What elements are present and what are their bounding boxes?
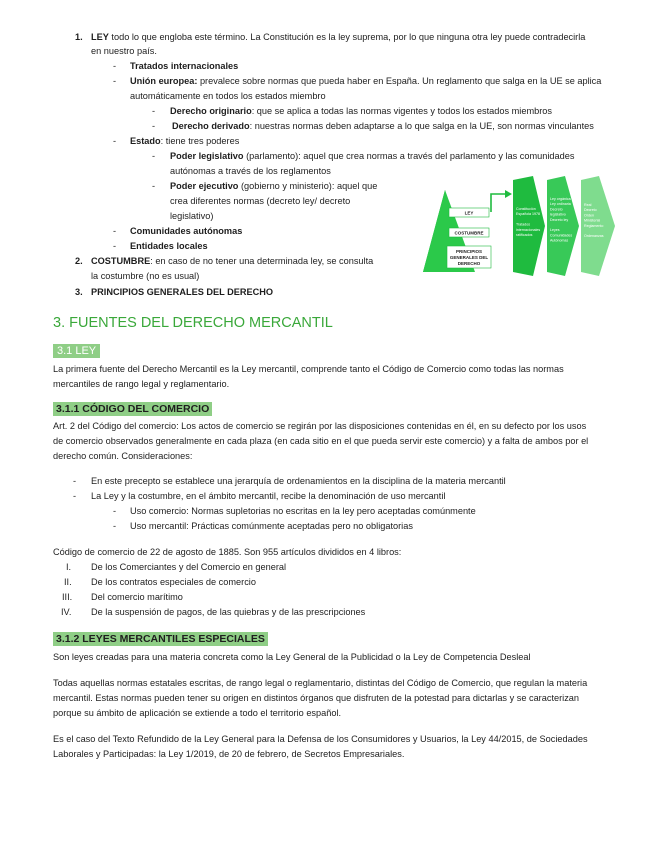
poder-legislativo-cont: autónomas a través de los reglamentos [170, 166, 331, 176]
dash: - [73, 476, 77, 486]
p1-line: internacionales [516, 227, 541, 232]
p311-line1: Art. 2 del Código del comercio: Los actos de comercio se regirán por las disposiciones contenidas en él, en su defecto por los usos [53, 421, 587, 431]
libro-3: Del comercio marítimo [91, 592, 183, 602]
bullet-2a: Uso comercio: Normas supletorias no escritas en la ley pero aceptadas comúnmente [130, 506, 476, 516]
roman-3: III. [62, 592, 73, 602]
entidades-item: Entidades locales [130, 241, 208, 251]
list-item-principios: PRINCIPIOS GENERALES DEL DERECHO [91, 287, 274, 297]
tratados-item: Tratados internacionales [130, 61, 239, 71]
libro-4: De la suspensión de pagos, de las quiebras y de las prescripciones [91, 607, 366, 617]
dash: - [113, 136, 117, 146]
hierarchy-diagram-svg [415, 176, 633, 282]
p2-line: Decreto ley [550, 217, 569, 222]
p2-line: Leyes [550, 228, 560, 233]
p2-line: Comunidades [550, 233, 573, 238]
p312-2-line1: Todas aquellas normas estatales escritas, de rango legal o reglamentario, distintas del Código de Comercio, que regulan la materia [53, 678, 588, 688]
list-item-costumbre-cont: la costumbre (no es usual) [91, 271, 200, 281]
dash: - [152, 151, 156, 161]
list-number-2: 2. [75, 256, 83, 266]
pyramid-principios-label-2: GENERALES DEL [449, 255, 489, 260]
heading-3-1: 3.1 LEY [53, 344, 100, 359]
p31-line2: mercantiles de rango legal y reglamentario. [53, 379, 230, 389]
p3-line: Orden [584, 213, 594, 218]
p1-line: ratificados [516, 233, 533, 237]
roman-1: I. [66, 562, 72, 572]
pyramid-costumbre-label: COSTUMBRE [454, 230, 484, 236]
p3-line: Decreto [584, 208, 597, 213]
libro-2: De los contratos especiales de comercio [91, 577, 256, 587]
p2-line: Autónomas [550, 238, 569, 243]
dash: - [113, 241, 117, 251]
p312-3-line1: Es el caso del Texto Refundido de la Ley General para la Defensa de los Consumidores y Usuarios, la Ley 44/2015, de Sociedades [53, 734, 588, 744]
p2-line: legislativo [550, 212, 566, 217]
list-item-ley-cont: en nuestro país. [91, 46, 157, 56]
p3-line: Ministerial [584, 218, 601, 223]
p31-line1: La primera fuente del Derecho Mercantil es la Ley mercantil, comprende tanto el Código de Comercio como todas las normas [53, 364, 564, 374]
p2-line: Ley orgánica [550, 197, 571, 201]
dash: - [152, 181, 156, 191]
ccaa-item: Comunidades autónomas [130, 226, 243, 236]
ue-item-cont: automáticamente en todos los estados miembro [130, 91, 326, 101]
dash: - [113, 76, 117, 86]
libro-1: De los Comerciantes y del Comercio en general [91, 562, 287, 572]
p311-line2: de comercio observados generalmente en cada plaza (en cada sitio en el que pueda servir este comercio) y a falta de ambos por el [53, 436, 589, 446]
list-number-1: 1. [75, 32, 83, 42]
p3-line: Ordenanzas [584, 234, 604, 239]
p312-2-line2: mercantil. Estas normas pueden tener su origen en distintos órganos que disfruten de la potestad para dictarlas y se caracterizan [53, 693, 580, 703]
hierarchy-diagram [415, 176, 633, 282]
list-item-costumbre: COSTUMBRE: en caso de no tener una determinada ley, se consulta [91, 256, 374, 266]
derecho-derivado-item: Derecho derivado: nuestras normas deben adaptarse a lo que salga en la UE, son normas vinculantes [172, 121, 594, 131]
roman-2: II. [64, 577, 72, 587]
p312-3-line2: Laborales y Participadas: la Ley 1/2019, de 20 de febrero, de Secretos Empresariales. [53, 749, 405, 759]
pyramid-ley-label: LEY [464, 210, 474, 216]
ue-item: Unión europea: prevalece sobre normas que pueda haber en España. Un reglamento que salga en la UE se aplica [130, 76, 602, 86]
p1-line: Española 1978 [516, 212, 540, 217]
p311-line3: derecho común. Consideraciones: [53, 451, 193, 461]
estado-item: Estado: tiene tres poderes [130, 136, 240, 146]
roman-4: IV. [61, 607, 72, 617]
poder-ejecutivo-cont2: legislativo) [170, 211, 214, 221]
derecho-originario-item: Derecho originario: que se aplica a todas las normas vigentes y todos los estados miembros [170, 106, 552, 116]
p1-line: Constitución [516, 207, 536, 211]
heading-3-1-2: 3.1.2 LEYES MERCANTILES ESPECIALES [53, 632, 268, 647]
dash: - [152, 106, 156, 116]
p312-1: Son leyes creadas para una materia concreta como la Ley General de la Publicidad o la Ley de Competencia Desleal [53, 652, 531, 662]
poder-legislativo-item: Poder legislativo (parlamento): aquel que crea normas a través del parlamento y las comunidades [170, 151, 575, 161]
p2-line: Decreto [550, 207, 563, 212]
codigo-paragraph: Código de comercio de 22 de agosto de 1885. Son 955 artículos divididos en 4 libros: [53, 547, 402, 557]
list-item-ley: LEY todo lo que engloba este término. La Constitución es la ley suprema, por lo que ninguna otra ley puede contradecirla [91, 32, 586, 42]
p3-line: Real [584, 203, 592, 207]
dash: - [73, 491, 77, 501]
poder-ejecutivo-item: Poder ejecutivo (gobierno y ministerio): aquel que [170, 181, 378, 191]
p3-line: Reglamento [584, 223, 604, 228]
dash: - [113, 506, 117, 516]
dash: - [113, 226, 117, 236]
p2-line: Ley ordinaria [550, 202, 571, 207]
bullet-1: En este precepto se establece una jerarquía de ordenamientos en la disciplina de la materia mercantil [91, 476, 506, 486]
bullet-2b: Uso mercantil: Prácticas comúnmente aceptadas pero no obligatorias [130, 521, 413, 531]
pyramid-principios-label-1: PRINCIPIOS [455, 249, 483, 254]
chevron-panel-2 [547, 176, 579, 276]
section-title: 3. FUENTES DEL DERECHO MERCANTIL [53, 315, 333, 331]
dash: - [113, 61, 117, 71]
arrow-head [505, 190, 512, 198]
pyramid-principios-label-3: DERECHO [457, 261, 481, 266]
bullet-2: La Ley y la costumbre, en el ámbito mercantil, recibe la denominación de uso mercantil [91, 491, 446, 501]
heading-3-1-1: 3.1.1 CÓDIGO DEL COMERCIO [53, 402, 212, 417]
p312-2-line3: porque su ámbito de aplicación se extiende a todo el territorio español. [53, 708, 342, 718]
list-number-3: 3. [75, 287, 83, 297]
arrow-line [491, 194, 507, 212]
p1-line: Tratados [516, 222, 531, 227]
dash: - [152, 121, 156, 131]
dash: - [113, 521, 117, 531]
poder-ejecutivo-cont: crea diferentes normas (decreto ley/ decreto [170, 196, 351, 206]
